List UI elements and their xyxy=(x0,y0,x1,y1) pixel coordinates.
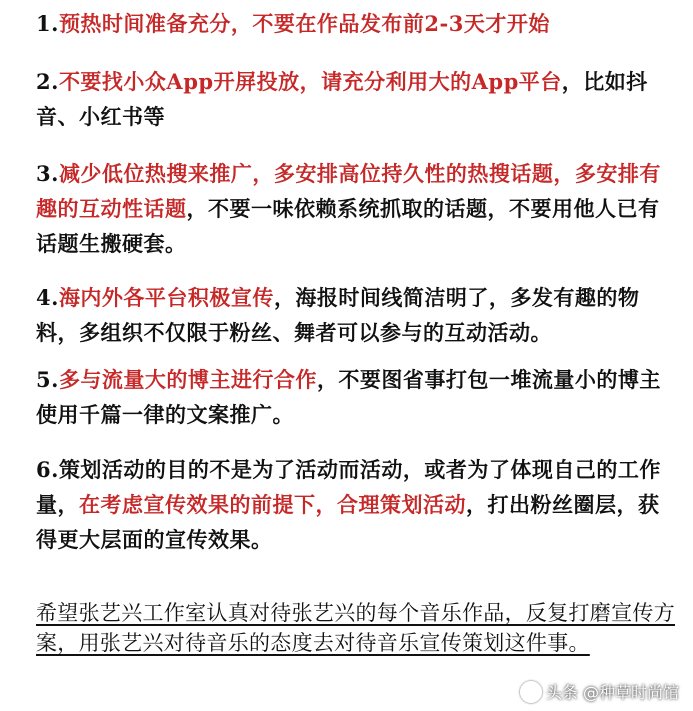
point-1 xyxy=(36,6,676,41)
point-highlight-text: 多与流量大的博主进行合作 xyxy=(58,367,317,392)
point-body-text: ，海报时间线简洁明了，多发有趣的物料，多组织不仅限于粉丝、舞者可以参与的互动活动。 xyxy=(36,285,640,345)
point-lead-text: 策划活动的目的不是为了活动而活动，或者为了体现自己的工作量， xyxy=(36,457,661,517)
watermark xyxy=(520,680,679,703)
point-highlight-text: 减少低位热搜来推广，多安排高位持久性的热搜话题，多安排有趣的互动性话题 xyxy=(36,161,661,221)
closing-paragraph: 希望张艺兴工作室认真对待张艺兴的每个音乐作品，反复打磨宣传方案，用张艺兴对待音乐的态度去对待音乐宣传策划这件事。 xyxy=(36,601,675,655)
point-number: 5. xyxy=(36,367,59,392)
point-body-text: ，比如抖音、小红书等 xyxy=(36,69,648,129)
point-number: 3. xyxy=(36,161,59,186)
point-number: 1. xyxy=(36,11,59,36)
watermark-text: 头条 @种草时尚馆 xyxy=(545,683,679,702)
point-6 xyxy=(36,452,676,557)
point-4 xyxy=(36,280,676,350)
point-number: 6. xyxy=(36,457,59,482)
point-body-text: ，不要图省事打包一堆流量小的博主使用千篇一律的文案推广。 xyxy=(36,367,661,427)
point-highlight-text: 在考虑宣传效果的前提下，合理策划活动 xyxy=(79,492,466,517)
point-body-text: ，打出粉丝圈层，获得更大层面的宣传效果。 xyxy=(36,492,660,552)
point-2 xyxy=(36,64,676,134)
point-3 xyxy=(36,156,676,261)
point-highlight-text: 海内外各平台积极宣传 xyxy=(58,285,274,310)
point-number: 2. xyxy=(36,69,59,94)
point-5 xyxy=(36,362,676,432)
point-highlight-text: 不要找小众App开屏投放，请充分利用大的App平台 xyxy=(58,69,562,94)
point-number: 4. xyxy=(36,285,59,310)
camera-icon xyxy=(520,681,542,703)
point-body-text: ，不要一味依赖系统抓取的话题，不要用他人已有话题生搬硬套。 xyxy=(36,196,660,256)
point-highlight-text: 预热时间准备充分，不要在作品发布前2-3天才开始 xyxy=(58,11,550,36)
